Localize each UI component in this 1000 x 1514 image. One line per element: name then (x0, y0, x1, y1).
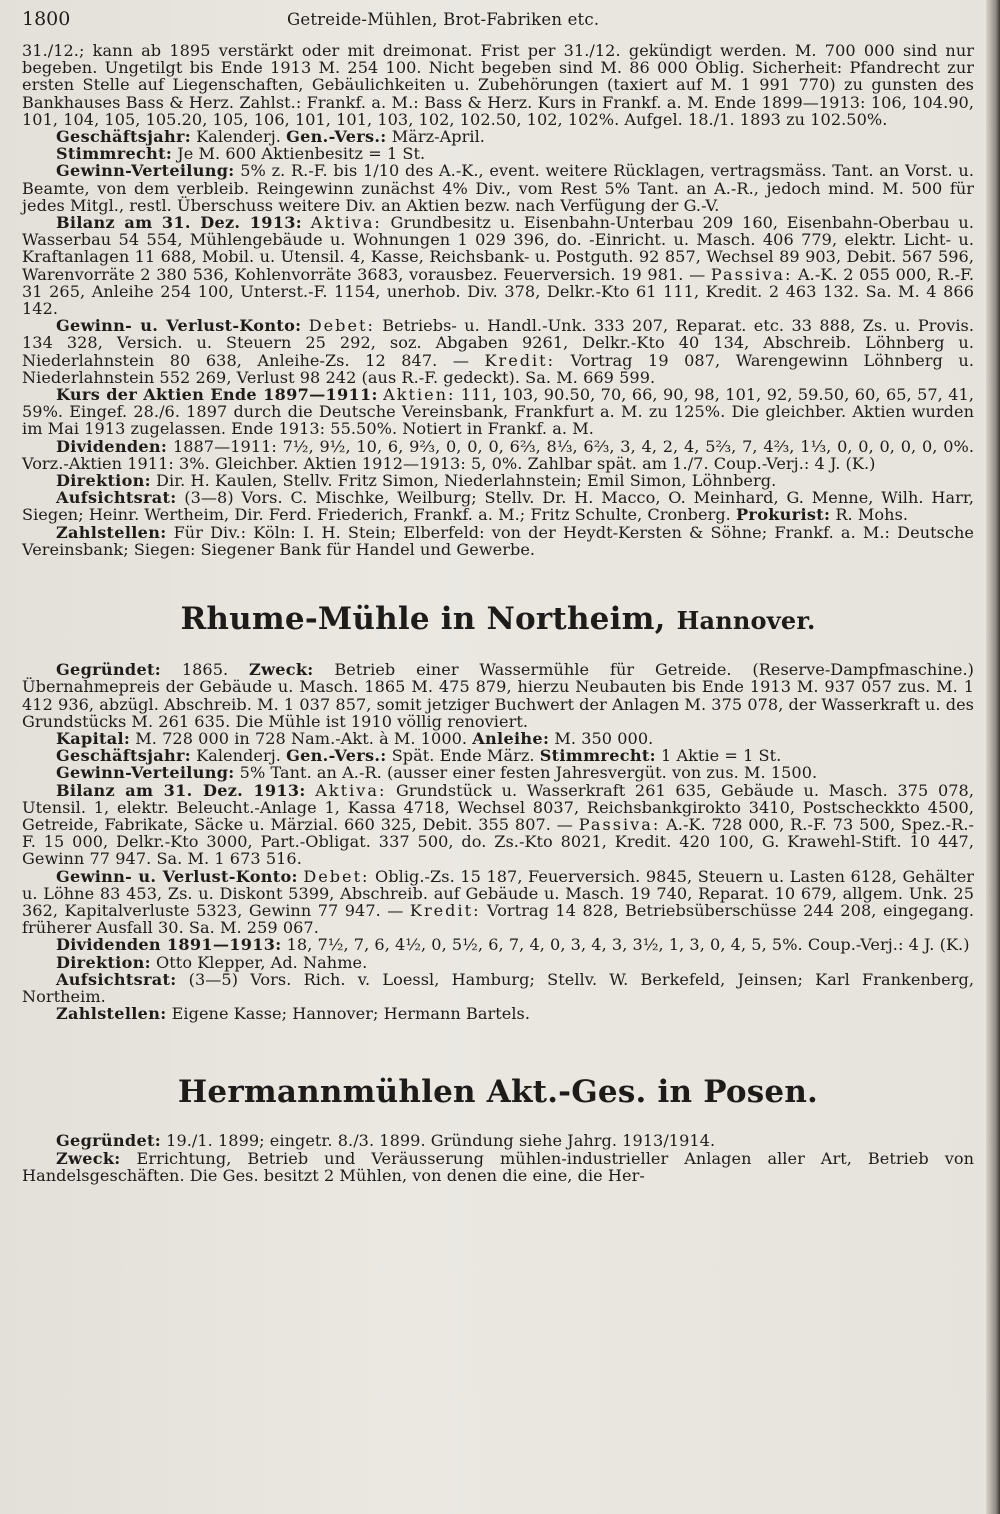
general-meeting-text: Spät. Ende März. (386, 746, 540, 766)
paying-agents-line (22, 1005, 974, 1022)
share-price-paragraph (22, 386, 974, 438)
supervisory-board-paragraph (22, 489, 974, 523)
label-bilanz: Bilanz am 31. Dez. 1913: (56, 780, 306, 800)
credit-text: Vortrag 14 828, Betriebsüberschüsse 244 208, eingegang. früherer Ausfall 30. Sa. M. 259 067. (22, 900, 974, 938)
debit-text: Betriebs- u. Handl.-Unk. 333 207, Reparat. etc. 33 888, Zs. u. Provis. 134 328, Versich. u. Steuern 25 292, soz. Abgaben 9261, Delkr.-Kto 40 134, Abschreib. Löhnberg u. Niederlahnstein 80 638, Anleihe-Zs. 12 847. — (22, 316, 975, 370)
founding-purpose-paragraph (22, 661, 974, 730)
purpose-text: Betrieb einer Wassermühle für Getreide. (Reserve-Dampfmaschine.) Übernahmepreis der Gebäude u. Masch. 1865 M. 475 879, hierzu Neubauten bis Ende 1913 M. 937 057 zus. M. 1 412 936, abzügl. Abschreib. M. 1 037 857, somit jetziger Buchwert der Anlagen M. 375 078, der Wasserkraft u. des Grundstücks M. 261 635. Die Mühle ist 1910 völlig renoviert. (22, 660, 974, 731)
label-zahlstellen: Zahlstellen: (56, 1004, 167, 1024)
bond-text: M. 350 000. (549, 728, 654, 748)
profit-loss-paragraph (22, 868, 974, 937)
profit-distribution-text: 5% z. R.-F. bis 1/10 des A.-K., event. weitere Rücklagen, vertragsmäss. Tant. an Vorst. u. Beamte, von dem verbleib. Reingewinn zunächst 4% Div., vom Rest 5% Tant. an A.-R., jedoch mind. M. 500 für jedes Mitgl., restl. Überschuss weitere Div. an Aktien bezw. nach Verfügung der G.-V. (22, 161, 974, 215)
balance-sheet-paragraph (22, 782, 974, 868)
voting-rights-text: Je M. 600 Aktienbesitz = 1 St. (172, 144, 426, 164)
label-anleihe: Anleihe: (472, 728, 550, 748)
supervisory-board-text: (3—8) Vors. C. Mischke, Weilburg; Stellv. Dr. H. Macco, O. Meinhard, G. Menne, Wilh. Harr, Siegen; Heinr. Wertheim, Dir. Ferd. Friederich, Frankf. a. M.; Fritz Schulte, Cronberg. (22, 488, 974, 525)
balance-sheet-paragraph (22, 214, 974, 317)
label-zahlstellen: Zahlstellen: (56, 522, 167, 542)
page-header (22, 8, 974, 42)
management-text: Dir. H. Kaulen, Stellv. Fritz Simon, Niederlahnstein; Emil Simon, Löhnberg. (150, 471, 777, 491)
label-aufsichtsrat: Aufsichtsrat: (56, 488, 177, 508)
label-aktiva: Aktiva: (310, 213, 382, 233)
company-title-location: Hannover. (676, 606, 816, 636)
profit-distribution-paragraph (22, 162, 974, 214)
company-title: Hermannmühlen Akt.-Ges. in Posen. (177, 1074, 819, 1111)
dividends-paragraph (22, 936, 974, 953)
procurator-text: R. Mohs. (830, 505, 909, 525)
supervisory-board-text: (3—5) Vors. Rich. v. Loessl, Hamburg; Stellv. W. Berkefeld, Jeinsen; Karl Frankenberg, Northeim. (22, 969, 974, 1006)
dividends-paragraph (22, 438, 974, 472)
label-debet: Debet: (303, 866, 370, 886)
credit-text: Vortrag 19 087, Warengewinn Löhnberg u. Niederlahnstein 552 269, Verlust 98 242 (aus R.-F. gedeckt). Sa. M. 669 599. (22, 350, 974, 387)
capital-line (22, 730, 974, 747)
label-debet: Debet: (308, 316, 375, 336)
dividends-text: 1887—1911: 7½, 9½, 10, 6, 9⅔, 0, 0, 0, 6⅔, 8⅓, 6⅔, 3, 4, 2, 4, 5⅔, 7, 4⅔, 1⅓, 0, 0, 0, 0, 0, 0%. Vorz.-Aktien 1911: 3%. Gleichber. Aktien 1912—1913: 5, 0%. Zahlbar spät. am 1./7. Coup.-Verj.: 4 J. (K.) (22, 436, 974, 473)
purpose-paragraph (22, 1150, 974, 1184)
founding-line (22, 1132, 974, 1149)
label-gewinn-verteilung: Gewinn-Verteilung: (56, 161, 235, 181)
paying-agents-paragraph (22, 524, 974, 558)
company-title-name: Rhume-Mühle in Northeim, (180, 601, 666, 638)
label-gegruendet: Gegründet: (56, 660, 161, 680)
profit-distribution-text: 5% Tant. an A.-R. (ausser einer festen Jahresvergüt. von zus. M. 1500. (234, 763, 818, 783)
fiscal-year-text: Kalenderj. (190, 746, 287, 766)
label-gen-vers: Gen.-Vers.: (286, 746, 387, 766)
label-gewinn-verlust: Gewinn- u. Verlust-Konto: (56, 866, 298, 886)
label-aktiva: Aktiva: (315, 780, 387, 800)
label-gen-vers: Gen.-Vers.: (286, 127, 387, 147)
label-kredit: Kredit: (484, 350, 556, 370)
dividends-text: 18, 7½, 7, 6, 4½, 0, 5½, 6, 7, 4, 0, 3, 4, 3, 3½, 1, 3, 0, 4, 5, 5%. Coup.-Verj.: 4 J. (K.) (281, 935, 970, 955)
label-stimmrecht: Stimmrecht: (56, 144, 173, 164)
label-prokurist: Prokurist: (736, 505, 831, 525)
general-meeting-text: März-April. (386, 127, 485, 147)
running-title: Getreide-Mühlen, Brot-Fabriken etc. (287, 10, 600, 29)
label-dividenden: Dividenden: (56, 436, 168, 456)
assets-text: Grundstück u. Wasserkraft 261 635, Gebäude u. Masch. 375 078, Utensil. 1, elektr. Beleucht.-Anlage 1, Kassa 4718, Wechsel 8037, Reichsbankgirokto 3410, Postscheckkto 4500, Getreide, Fabrikate, Säcke u. Märzial. 660 325, Debit. 355 807. — (22, 780, 974, 834)
paying-agents-text: Für Div.: Köln: I. H. Stein; Elberfeld: von der Heydt-Kersten & Söhne; Frankf. a. M.: Deutsche Vereinsbank; Siegen: Siegener Bank für Handel und Gewerbe. (22, 522, 974, 559)
company-title (22, 601, 974, 639)
purpose-text: Errichtung, Betrieb und Veräusserung mühlen-industrieller Anlagen aller Art, Betrieb von Handelsgeschäften. Die Ges. besitzt 2 Mühlen, von denen die eine, die Her- (22, 1148, 974, 1185)
label-geschaeftsjahr: Geschäftsjahr: (56, 127, 191, 147)
label-zweck: Zweck: (249, 660, 314, 680)
assets-text: Grundbesitz u. Eisenbahn-Unterbau 209 160, Eisenbahn-Oberbau u. Wasserbau 54 554, Mühlengebäude u. Wohnungen 1 029 396, do. -Einricht. u. Masch. 406 779, elektr. Licht- u. Kraftanlagen 11 688, Mobil. u. Utensil. 4, Kasse, Reichsbank- u. Postguth. 92 857, Wechsel 89 903, Debit. 567 596, Warenvorräte 2 380 536, Kohlenvorräte 3683, vorausbez. Feuerversich. 19 981. — (22, 213, 974, 284)
voting-rights-text: 1 Aktie = 1 St. (655, 746, 782, 766)
label-direktion: Direktion: (56, 471, 151, 491)
liabilities-text: A.-K. 728 000, R.-F. 73 500, Spez.-R.-F. 15 000, Delkr.-Kto 3000, Part.-Obligat. 337 500, do. Zs.-Kto 8021, Kredit. 420 100, G. Krawehl-Stift. 10 447, Gewinn 77 947. Sa. M. 1 673 516. (22, 814, 974, 869)
label-passiva: Passiva: (578, 814, 661, 834)
management-text: Otto Klepper, Ad. Nahme. (150, 952, 368, 972)
company-entry-continued (22, 42, 974, 558)
fiscal-year-line (22, 747, 974, 764)
management-line (22, 954, 974, 971)
label-stimmrecht: Stimmrecht: (539, 746, 656, 766)
founded-text: 19./1. 1899; eingetr. 8./3. 1899. Gründung siehe Jahrg. 1913/1914. (161, 1131, 716, 1151)
management-line (22, 472, 974, 489)
page-number: 1800 (22, 8, 71, 30)
debit-text: Oblig.-Zs. 15 187, Feuerversich. 9845, Steuern u. Lasten 6128, Gehälter u. Löhne 83 453, Zs. u. Diskont 5399, Abschreib. auf Gebäude u. Masch. 19 740, Reparat. 10 679, allgem. Unk. 25 362, Kapitalverluste 5323, Gewinn 77 947. — (22, 866, 975, 920)
company-entry-rhume-muehle (22, 601, 974, 1022)
label-kredit: Kredit: (409, 900, 481, 920)
share-price-text: 111, 103, 90.50, 70, 66, 90, 98, 101, 92, 59.50, 60, 65, 57, 41, 59%. Eingef. 28./6. 1897 durch die Deutsche Vereinsbank, Frankfurt a. M. zu 125%. Die gleichber. Aktien wurden im Mai 1913 zugelassen. Ende 1913: 55.50%. Notiert in Frankf. a. M. (22, 385, 975, 439)
label-passiva: Passiva: (710, 264, 793, 284)
company-entry-hermannmuehlen (22, 1074, 974, 1184)
fiscal-year-line (22, 128, 974, 145)
supervisory-board-paragraph (22, 971, 974, 1005)
liabilities-text: A.-K. 2 055 000, R.-F. 31 265, Anleihe 254 100, Unterst.-F. 1154, unerhob. Div. 378, Delkr.-Kto 61 111, Kredit. 2 463 132. Sa. M. 4 866 142. (22, 264, 974, 319)
capital-text: M. 728 000 in 728 Nam.-Akt. à M. 1000. (130, 728, 473, 748)
label-dividenden: Dividenden 1891—1913: (56, 935, 282, 955)
fiscal-year-text: Kalenderj. (190, 127, 287, 147)
page-edge-shadow (986, 0, 1000, 1514)
label-direktion: Direktion: (56, 952, 151, 972)
label-gewinn-verteilung: Gewinn-Verteilung: (56, 763, 235, 783)
profit-distribution-line (22, 764, 974, 781)
label-bilanz: Bilanz am 31. Dez. 1913: (56, 213, 303, 233)
label-kapital: Kapital: (56, 728, 131, 748)
bond-details-paragraph: 31./12.; kann ab 1895 verstärkt oder mit dreimonat. Frist per 31./12. gekündigt werden. M. 700 000 sind nur begeben. Ungetilgt bis Ende 1913 M. 254 100. Nicht begeben sind M. 86 000 Oblig. Sicherheit: Pfandrecht zur ersten Stelle auf Liegenschaften, Gebäulichkeiten u. Zubehörungen (taxiert auf M. 1 991 770) zu gunsten des Bankhauses Bass & Herz. Zahlst.: Frankf. a. M.: Bass & Herz. Kurs in Frankf. a. M. Ende 1899—1913: 106, 104.90, 101, 104, 105, 105.20, 105, 106, 101, 101, 103, 102, 102.50, 102, 102%. Aufgel. 18./1. 1893 zu 102.50%. (22, 41, 974, 129)
label-gegruendet: Gegründet: (56, 1131, 161, 1151)
label-aufsichtsrat: Aufsichtsrat: (56, 969, 177, 989)
label-geschaeftsjahr: Geschäftsjahr: (56, 746, 191, 766)
label-zweck: Zweck: (56, 1148, 121, 1168)
paying-agents-text: Eigene Kasse; Hannover; Hermann Bartels. (166, 1004, 531, 1024)
label-kurs: Kurs der Aktien Ende 1897—1911: (56, 385, 378, 405)
profit-loss-paragraph (22, 317, 974, 386)
voting-rights-line (22, 145, 974, 162)
label-aktien: Aktien: (383, 385, 456, 405)
founded-text: 1865. (161, 660, 250, 680)
label-gewinn-verlust: Gewinn- u. Verlust-Konto: (56, 316, 302, 336)
